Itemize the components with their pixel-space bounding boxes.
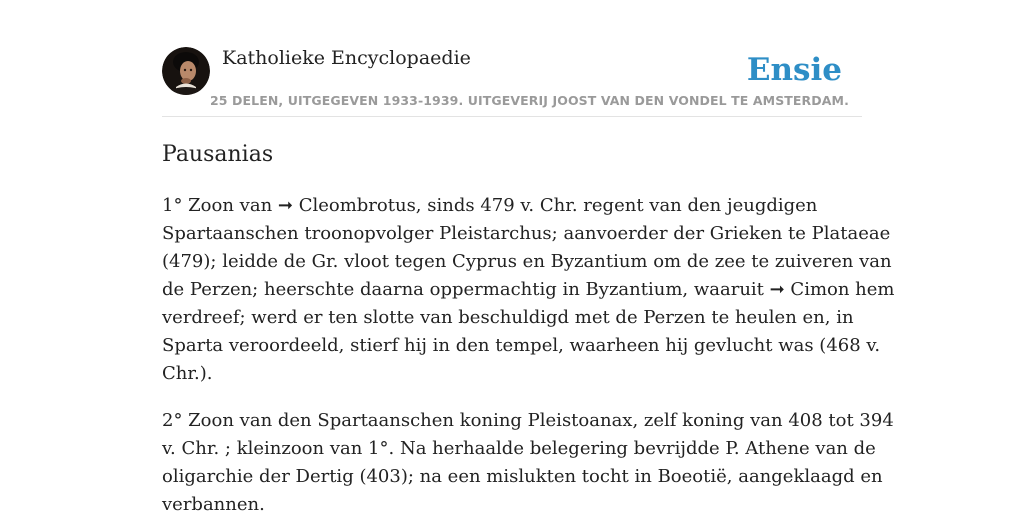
- source-title[interactable]: Katholieke Encyclopaedie: [222, 47, 471, 69]
- brand-logo-link[interactable]: Ensie: [746, 52, 842, 88]
- entry-title: Pausanias: [162, 142, 274, 167]
- portrait-avatar-icon[interactable]: [162, 47, 210, 95]
- paragraph-line: Sparta veroordeeld, stierf hij in den tempel, waarheen hij gevlucht was (468 v.: [162, 335, 881, 356]
- paragraph-line: (479); leidde de Gr. vloot tegen Cyprus en Byzantium om de zee te zuiveren van: [162, 251, 892, 272]
- paragraph-line: v. Chr. ; kleinzoon van 1°. Na herhaalde belegering bevrijdde P. Athene van de: [162, 438, 876, 459]
- paragraph-line: 1° Zoon van ➞ Cleombrotus, sinds 479 v. Chr. regent van den jeugdigen: [162, 195, 818, 216]
- entry-paragraph: [162, 407, 894, 512]
- paragraph-line: de Perzen; heerschte daarna oppermachtig in Byzantium, waaruit ➞ Cimon hem: [162, 279, 895, 300]
- paragraph-line: verdreef; werd er ten slotte van beschuldigd met de Perzen te heulen en, in: [162, 307, 854, 328]
- paragraph-line: Chr.).: [162, 363, 213, 384]
- paragraph-line: oligarchie der Dertig (403); na een mislukten tocht in Boeotië, aangeklaagd en: [162, 466, 883, 487]
- paragraph-line: verbannen.: [162, 494, 265, 512]
- source-meta: 25 DELEN, UITGEGEVEN 1933-1939. UITGEVERIJ JOOST VAN DEN VONDEL TE AMSTERDAM.: [210, 93, 849, 108]
- paragraph-line: Spartaanschen troonopvolger Pleistarchus; aanvoerder der Grieken te Plataeae: [162, 223, 891, 244]
- source-header: [162, 46, 862, 117]
- entry-body: [162, 192, 895, 512]
- entry-paragraph: [162, 192, 895, 388]
- paragraph-line: 2° Zoon van den Spartaanschen koning Pleistoanax, zelf koning van 408 tot 394: [162, 410, 894, 431]
